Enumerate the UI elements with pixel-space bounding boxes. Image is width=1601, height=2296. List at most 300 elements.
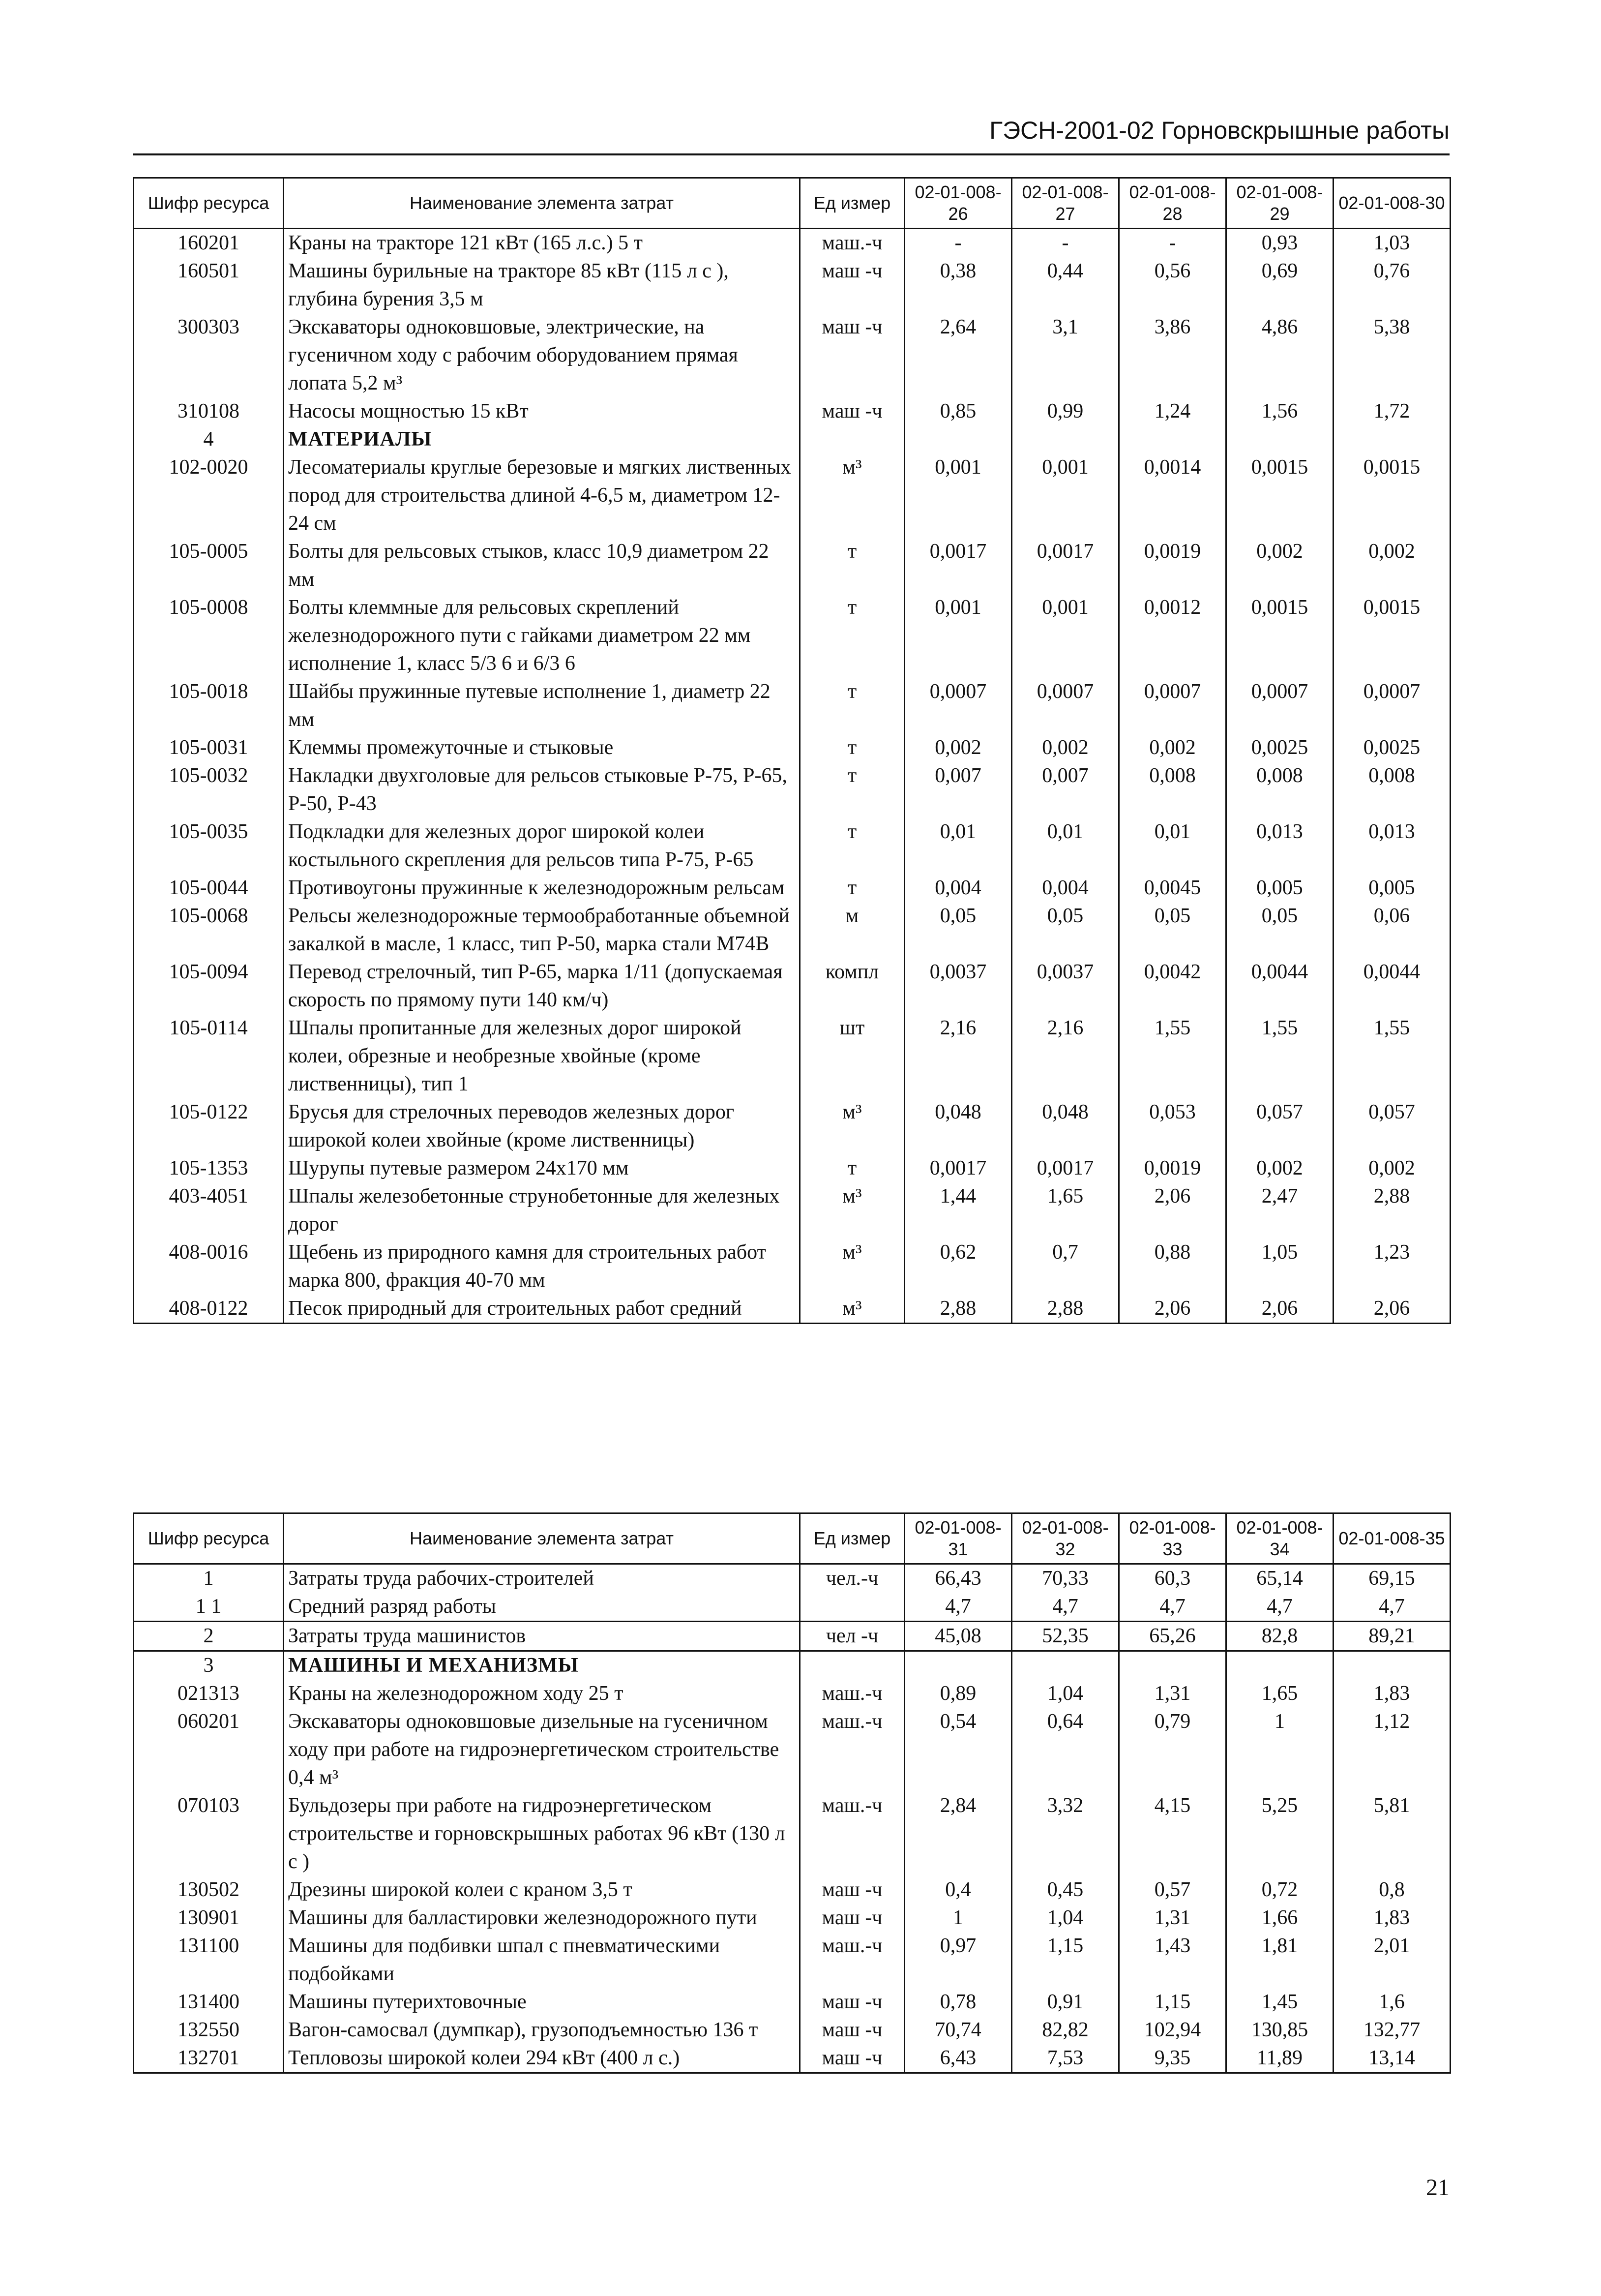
cost-element-name-cell: Шайбы пружинные путевые исполнение 1, диаметр 22 мм xyxy=(284,678,800,734)
value-cell: 0,05 xyxy=(1119,902,1226,958)
value-cell: 0,0017 xyxy=(1012,1154,1119,1182)
unit-cell: м³ xyxy=(800,453,905,538)
value-cell: 0,0017 xyxy=(905,538,1012,594)
unit-cell: маш -ч xyxy=(800,1876,905,1904)
resource-code-cell: 130901 xyxy=(134,1904,284,1932)
unit-cell: маш -ч xyxy=(800,2044,905,2073)
value-cell: 1 xyxy=(905,1904,1012,1932)
value-cell: 2,84 xyxy=(905,1792,1012,1876)
value-cell: 1,15 xyxy=(1012,1932,1119,1988)
value-cell: 89,21 xyxy=(1334,1622,1451,1651)
unit-cell: т xyxy=(800,594,905,678)
table-header-row xyxy=(134,1513,1451,1564)
table-row xyxy=(134,1295,1451,1324)
value-cell: 0,008 xyxy=(1226,762,1334,818)
resource-code-cell: 310108 xyxy=(134,397,284,425)
value-cell: 0,0007 xyxy=(1012,678,1119,734)
resource-code-cell: 105-0114 xyxy=(134,1014,284,1098)
value-cell: 0,001 xyxy=(1012,594,1119,678)
column-header: Ед измер xyxy=(800,1513,905,1564)
value-cell: 0,0025 xyxy=(1334,734,1451,762)
unit-cell xyxy=(800,1593,905,1622)
table-row xyxy=(134,1876,1451,1904)
value-cell: 2,06 xyxy=(1226,1295,1334,1324)
table-row xyxy=(134,1622,1451,1651)
value-cell: 0,44 xyxy=(1012,257,1119,313)
cost-element-name-cell: Бульдозеры при работе на гидроэнергетическом строительстве и горновскрышных работах 96 кВт (130 л с ) xyxy=(284,1792,800,1876)
value-cell: 1,04 xyxy=(1012,1680,1119,1708)
resource-code-cell: 3 xyxy=(134,1651,284,1680)
resource-code-cell: 160501 xyxy=(134,257,284,313)
value-cell: 0,0019 xyxy=(1119,1154,1226,1182)
column-header: 02-01-008-34 xyxy=(1226,1513,1334,1564)
value-cell: 2,88 xyxy=(1334,1182,1451,1239)
value-cell: 2,01 xyxy=(1334,1932,1451,1988)
value-cell: 0,001 xyxy=(1012,453,1119,538)
value-cell: 0,053 xyxy=(1119,1098,1226,1154)
resource-code-cell: 105-0032 xyxy=(134,762,284,818)
value-cell: 0,002 xyxy=(1226,538,1334,594)
table-row xyxy=(134,594,1451,678)
value-cell: 1 xyxy=(1226,1708,1334,1792)
cost-element-name-cell: Болты клеммные для рельсовых скреплений железнодорожного пути с гайками диаметром 22 мм исполнение 1, класс 5/3 6 и 6/3 6 xyxy=(284,594,800,678)
value-cell: 1,31 xyxy=(1119,1904,1226,1932)
resource-code-cell: 105-0018 xyxy=(134,678,284,734)
value-cell: 0,72 xyxy=(1226,1876,1334,1904)
value-cell: 4,7 xyxy=(905,1593,1012,1622)
value-cell: 0,89 xyxy=(905,1680,1012,1708)
resource-code-cell: 105-0005 xyxy=(134,538,284,594)
table-row xyxy=(134,1564,1451,1593)
column-header: 02-01-008-33 xyxy=(1119,1513,1226,1564)
value-cell: 0,0012 xyxy=(1119,594,1226,678)
cost-element-name-cell: Клеммы промежуточные и стыковые xyxy=(284,734,800,762)
column-header: Наименование элемента затрат xyxy=(284,178,800,229)
value-cell: 0,06 xyxy=(1334,902,1451,958)
value-cell: 0,048 xyxy=(905,1098,1012,1154)
value-cell: 1,81 xyxy=(1226,1932,1334,1988)
cost-element-name-cell: Песок природный для строительных работ средний xyxy=(284,1295,800,1324)
value-cell: 0,048 xyxy=(1012,1098,1119,1154)
cost-element-name-cell: Экскаваторы одноковшовые, электрические, на гусеничном ходу с рабочим оборудованием прямая лопата 5,2 м³ xyxy=(284,313,800,397)
value-cell: 2,06 xyxy=(1334,1295,1451,1324)
value-cell: 2,06 xyxy=(1119,1295,1226,1324)
value-cell: 0,78 xyxy=(905,1988,1012,2016)
value-cell: 65,14 xyxy=(1226,1564,1334,1593)
table-row xyxy=(134,1182,1451,1239)
value-cell: 0,002 xyxy=(905,734,1012,762)
table-row xyxy=(134,1904,1451,1932)
value-cell: 1,05 xyxy=(1226,1239,1334,1295)
cost-element-name-cell: Накладки двухголовые для рельсов стыковые Р-75, Р-65, Р-50, Р-43 xyxy=(284,762,800,818)
value-cell xyxy=(905,1651,1012,1680)
value-cell: 0,4 xyxy=(905,1876,1012,1904)
value-cell: 0,54 xyxy=(905,1708,1012,1792)
value-cell: 0,0015 xyxy=(1334,453,1451,538)
value-cell: 0,57 xyxy=(1119,1876,1226,1904)
value-cell: 82,8 xyxy=(1226,1622,1334,1651)
value-cell: 5,38 xyxy=(1334,313,1451,397)
value-cell xyxy=(1012,1651,1119,1680)
document-header: ГЭСН-2001-02 Горновскрышные работы xyxy=(989,117,1450,144)
value-cell: 4,7 xyxy=(1226,1593,1334,1622)
value-cell: 0,001 xyxy=(905,594,1012,678)
value-cell: 1,44 xyxy=(905,1182,1012,1239)
value-cell: 2,88 xyxy=(1012,1295,1119,1324)
value-cell: 0,0044 xyxy=(1334,958,1451,1014)
unit-cell: маш -ч xyxy=(800,313,905,397)
resource-code-cell: 105-0094 xyxy=(134,958,284,1014)
value-cell: 0,004 xyxy=(1012,874,1119,902)
value-cell: 132,77 xyxy=(1334,2016,1451,2044)
value-cell xyxy=(1012,425,1119,453)
table-row xyxy=(134,818,1451,874)
value-cell: 2,88 xyxy=(905,1295,1012,1324)
value-cell: 0,7 xyxy=(1012,1239,1119,1295)
unit-cell: маш -ч xyxy=(800,1988,905,2016)
column-header: 02-01-008-32 xyxy=(1012,1513,1119,1564)
value-cell: 3,32 xyxy=(1012,1792,1119,1876)
value-cell: 0,0015 xyxy=(1226,594,1334,678)
resource-code-cell: 2 xyxy=(134,1622,284,1651)
value-cell: 1,31 xyxy=(1119,1680,1226,1708)
value-cell: 0,99 xyxy=(1012,397,1119,425)
value-cell: 1,12 xyxy=(1334,1708,1451,1792)
table-row xyxy=(134,958,1451,1014)
table-row xyxy=(134,1792,1451,1876)
value-cell: 0,057 xyxy=(1226,1098,1334,1154)
unit-cell: м³ xyxy=(800,1182,905,1239)
table-row xyxy=(134,2016,1451,2044)
resource-code-cell: 105-0044 xyxy=(134,874,284,902)
value-cell: 0,013 xyxy=(1226,818,1334,874)
resource-code-cell: 408-0122 xyxy=(134,1295,284,1324)
value-cell: 4,7 xyxy=(1012,1593,1119,1622)
unit-cell: чел -ч xyxy=(800,1622,905,1651)
value-cell: 0,0019 xyxy=(1119,538,1226,594)
value-cell: 102,94 xyxy=(1119,2016,1226,2044)
value-cell: 1,72 xyxy=(1334,397,1451,425)
resource-code-cell: 131400 xyxy=(134,1988,284,2016)
cost-element-name-cell: Щебень из природного камня для строительных работ марка 800, фракция 40-70 мм xyxy=(284,1239,800,1295)
value-cell: 0,013 xyxy=(1334,818,1451,874)
unit-cell: т xyxy=(800,762,905,818)
table-row xyxy=(134,734,1451,762)
table-row xyxy=(134,1239,1451,1295)
value-cell: 1,23 xyxy=(1334,1239,1451,1295)
value-cell xyxy=(1226,425,1334,453)
value-cell: 0,05 xyxy=(1012,902,1119,958)
column-header: 02-01-008-29 xyxy=(1226,178,1334,229)
table-row xyxy=(134,397,1451,425)
value-cell: 7,53 xyxy=(1012,2044,1119,2073)
resource-code-cell: 4 xyxy=(134,425,284,453)
unit-cell: маш.-ч xyxy=(800,1708,905,1792)
value-cell: 1,83 xyxy=(1334,1904,1451,1932)
resource-code-cell: 130502 xyxy=(134,1876,284,1904)
value-cell: 6,43 xyxy=(905,2044,1012,2073)
unit-cell: маш.-ч xyxy=(800,1792,905,1876)
resource-code-cell: 105-1353 xyxy=(134,1154,284,1182)
column-header: 02-01-008-31 xyxy=(905,1513,1012,1564)
cost-element-name-cell: МАТЕРИАЛЫ xyxy=(284,425,800,453)
resource-code-cell: 102-0020 xyxy=(134,453,284,538)
value-cell: 0,0015 xyxy=(1334,594,1451,678)
column-header: 02-01-008-27 xyxy=(1012,178,1119,229)
unit-cell: маш.-ч xyxy=(800,1932,905,1988)
value-cell: 0,79 xyxy=(1119,1708,1226,1792)
resource-table-2 xyxy=(133,1512,1451,2074)
resource-code-cell: 132701 xyxy=(134,2044,284,2073)
value-cell: 1,55 xyxy=(1334,1014,1451,1098)
cost-element-name-cell: Средний разряд работы xyxy=(284,1593,800,1622)
resource-table-1 xyxy=(133,177,1451,1324)
value-cell: 1,55 xyxy=(1226,1014,1334,1098)
cost-element-name-cell: Машины бурильные на тракторе 85 кВт (115 л с ), глубина бурения 3,5 м xyxy=(284,257,800,313)
unit-cell: маш.-ч xyxy=(800,229,905,258)
resource-code-cell: 1 xyxy=(134,1564,284,1593)
cost-element-name-cell: Краны на тракторе 121 кВт (165 л.с.) 5 т xyxy=(284,229,800,258)
value-cell: 0,008 xyxy=(1119,762,1226,818)
value-cell: 0,01 xyxy=(1012,818,1119,874)
value-cell: 0,05 xyxy=(1226,902,1334,958)
cost-element-name-cell: Подкладки для железных дорог широкой колеи костыльного скрепления для рельсов типа Р-75, Р-65 xyxy=(284,818,800,874)
value-cell: 130,85 xyxy=(1226,2016,1334,2044)
value-cell: 1,04 xyxy=(1012,1904,1119,1932)
table-row xyxy=(134,453,1451,538)
value-cell: 0,0042 xyxy=(1119,958,1226,1014)
value-cell: 5,81 xyxy=(1334,1792,1451,1876)
resource-code-cell: 105-0035 xyxy=(134,818,284,874)
cost-element-name-cell: Шпалы железобетонные струнобетонные для железных дорог xyxy=(284,1182,800,1239)
cost-element-name-cell: Краны на железнодорожном ходу 25 т xyxy=(284,1680,800,1708)
unit-cell: маш -ч xyxy=(800,2016,905,2044)
value-cell: 0,8 xyxy=(1334,1876,1451,1904)
value-cell: 2,64 xyxy=(905,313,1012,397)
table-row xyxy=(134,874,1451,902)
unit-cell: м³ xyxy=(800,1295,905,1324)
table-row xyxy=(134,1593,1451,1622)
value-cell: 0,0037 xyxy=(1012,958,1119,1014)
value-cell: 70,74 xyxy=(905,2016,1012,2044)
value-cell: 0,0007 xyxy=(1334,678,1451,734)
value-cell: 0,004 xyxy=(905,874,1012,902)
value-cell: 0,007 xyxy=(905,762,1012,818)
cost-element-name-cell: Брусья для стрелочных переводов железных дорог широкой колеи хвойные (кроме лиственницы) xyxy=(284,1098,800,1154)
cost-element-name-cell: Рельсы железнодорожные термообработанные объемной закалкой в масле, 1 класс, тип Р-50, марка стали М74В xyxy=(284,902,800,958)
value-cell: 0,001 xyxy=(905,453,1012,538)
value-cell: 0,0007 xyxy=(1119,678,1226,734)
value-cell: 0,0045 xyxy=(1119,874,1226,902)
table-row xyxy=(134,902,1451,958)
resource-code-cell: 105-0008 xyxy=(134,594,284,678)
resource-code-cell: 021313 xyxy=(134,1680,284,1708)
value-cell xyxy=(1334,1651,1451,1680)
unit-cell: м³ xyxy=(800,1098,905,1154)
value-cell: 3,86 xyxy=(1119,313,1226,397)
section-row xyxy=(134,1651,1451,1680)
value-cell: 0,38 xyxy=(905,257,1012,313)
cost-element-name-cell: Экскаваторы одноковшовые дизельные на гусеничном ходу при работе на гидроэнергетическом строительстве 0,4 м³ xyxy=(284,1708,800,1792)
cost-element-name-cell: Затраты труда рабочих-строителей xyxy=(284,1564,800,1593)
value-cell: 1,56 xyxy=(1226,397,1334,425)
value-cell: 82,82 xyxy=(1012,2016,1119,2044)
value-cell: 0,76 xyxy=(1334,257,1451,313)
value-cell: 3,1 xyxy=(1012,313,1119,397)
value-cell: 0,01 xyxy=(905,818,1012,874)
value-cell: 4,15 xyxy=(1119,1792,1226,1876)
value-cell: 0,0015 xyxy=(1226,453,1334,538)
value-cell: 13,14 xyxy=(1334,2044,1451,2073)
cost-element-name-cell: Вагон-самосвал (думпкар), грузоподъемностью 136 т xyxy=(284,2016,800,2044)
resource-code-cell: 105-0122 xyxy=(134,1098,284,1154)
resource-code-cell: 1 1 xyxy=(134,1593,284,1622)
table-row xyxy=(134,1708,1451,1792)
resource-code-cell: 060201 xyxy=(134,1708,284,1792)
value-cell: 52,35 xyxy=(1012,1622,1119,1651)
value-cell: 9,35 xyxy=(1119,2044,1226,2073)
value-cell: 4,7 xyxy=(1334,1593,1451,1622)
column-header: Ед измер xyxy=(800,178,905,229)
unit-cell: м xyxy=(800,902,905,958)
page-number: 21 xyxy=(1426,2175,1450,2201)
value-cell: 0,0037 xyxy=(905,958,1012,1014)
value-cell: 2,06 xyxy=(1119,1182,1226,1239)
value-cell: 0,002 xyxy=(1334,538,1451,594)
resource-code-cell: 403-4051 xyxy=(134,1182,284,1239)
value-cell: 1,83 xyxy=(1334,1680,1451,1708)
value-cell: 5,25 xyxy=(1226,1792,1334,1876)
cost-element-name-cell: Насосы мощностью 15 кВт xyxy=(284,397,800,425)
unit-cell: т xyxy=(800,874,905,902)
cost-element-name-cell: Машины для балластировки железнодорожного пути xyxy=(284,1904,800,1932)
value-cell: 70,33 xyxy=(1012,1564,1119,1593)
column-header: 02-01-008-30 xyxy=(1334,178,1451,229)
table-header-row xyxy=(134,178,1451,229)
unit-cell: чел.-ч xyxy=(800,1564,905,1593)
value-cell: 0,0017 xyxy=(905,1154,1012,1182)
resource-code-cell: 300303 xyxy=(134,313,284,397)
unit-cell: т xyxy=(800,1154,905,1182)
unit-cell: маш -ч xyxy=(800,397,905,425)
value-cell: 11,89 xyxy=(1226,2044,1334,2073)
value-cell: 0,69 xyxy=(1226,257,1334,313)
cost-element-name-cell: Затраты труда машинистов xyxy=(284,1622,800,1651)
cost-element-name-cell: МАШИНЫ И МЕХАНИЗМЫ xyxy=(284,1651,800,1680)
value-cell: 4,86 xyxy=(1226,313,1334,397)
value-cell xyxy=(1119,1651,1226,1680)
value-cell: 60,3 xyxy=(1119,1564,1226,1593)
resource-code-cell: 160201 xyxy=(134,229,284,258)
cost-element-name-cell: Шпалы пропитанные для железных дорог широкой колеи, обрезные и необрезные хвойные (кроме лиственницы), тип 1 xyxy=(284,1014,800,1098)
value-cell: 0,002 xyxy=(1334,1154,1451,1182)
value-cell: 0,0017 xyxy=(1012,538,1119,594)
unit-cell: м³ xyxy=(800,1239,905,1295)
value-cell: - xyxy=(905,229,1012,258)
value-cell: 0,0025 xyxy=(1226,734,1334,762)
section-row xyxy=(134,425,1451,453)
table-row xyxy=(134,1988,1451,2016)
table-row xyxy=(134,1098,1451,1154)
value-cell: 1,24 xyxy=(1119,397,1226,425)
resource-code-cell: 131100 xyxy=(134,1932,284,1988)
column-header: 02-01-008-28 xyxy=(1119,178,1226,229)
unit-cell xyxy=(800,425,905,453)
value-cell: 0,005 xyxy=(1226,874,1334,902)
cost-element-name-cell: Дрезины широкой колеи с краном 3,5 т xyxy=(284,1876,800,1904)
value-cell: 1,6 xyxy=(1334,1988,1451,2016)
value-cell: 1,03 xyxy=(1334,229,1451,258)
column-header: Шифр ресурса xyxy=(134,178,284,229)
cost-element-name-cell: Болты для рельсовых стыков, класс 10,9 диаметром 22 мм xyxy=(284,538,800,594)
resource-code-cell: 070103 xyxy=(134,1792,284,1876)
table-row xyxy=(134,1154,1451,1182)
value-cell: 0,45 xyxy=(1012,1876,1119,1904)
value-cell: 0,002 xyxy=(1226,1154,1334,1182)
column-header: 02-01-008-26 xyxy=(905,178,1012,229)
unit-cell: маш -ч xyxy=(800,1904,905,1932)
cost-element-name-cell: Противоугоны пружинные к железнодорожным рельсам xyxy=(284,874,800,902)
unit-cell: т xyxy=(800,734,905,762)
value-cell: 2,47 xyxy=(1226,1182,1334,1239)
table-row xyxy=(134,678,1451,734)
unit-cell: т xyxy=(800,818,905,874)
value-cell: 0,005 xyxy=(1334,874,1451,902)
value-cell: 0,002 xyxy=(1119,734,1226,762)
table-row xyxy=(134,1014,1451,1098)
value-cell: 69,15 xyxy=(1334,1564,1451,1593)
value-cell: 0,62 xyxy=(905,1239,1012,1295)
value-cell: 0,008 xyxy=(1334,762,1451,818)
value-cell: 2,16 xyxy=(1012,1014,1119,1098)
value-cell xyxy=(1119,425,1226,453)
value-cell: 45,08 xyxy=(905,1622,1012,1651)
value-cell: 0,05 xyxy=(905,902,1012,958)
value-cell: 0,007 xyxy=(1012,762,1119,818)
value-cell xyxy=(905,425,1012,453)
resource-code-cell: 105-0031 xyxy=(134,734,284,762)
column-header: Наименование элемента затрат xyxy=(284,1513,800,1564)
value-cell: 66,43 xyxy=(905,1564,1012,1593)
table-row xyxy=(134,762,1451,818)
value-cell: 0,0007 xyxy=(905,678,1012,734)
value-cell: 0,01 xyxy=(1119,818,1226,874)
value-cell: 0,64 xyxy=(1012,1708,1119,1792)
value-cell: 0,057 xyxy=(1334,1098,1451,1154)
value-cell: 1,55 xyxy=(1119,1014,1226,1098)
value-cell: 1,45 xyxy=(1226,1988,1334,2016)
value-cell: 1,43 xyxy=(1119,1932,1226,1988)
table-row xyxy=(134,313,1451,397)
value-cell: 1,66 xyxy=(1226,1904,1334,1932)
value-cell: 1,65 xyxy=(1012,1182,1119,1239)
value-cell: 0,97 xyxy=(905,1932,1012,1988)
value-cell: 65,26 xyxy=(1119,1622,1226,1651)
resource-code-cell: 105-0068 xyxy=(134,902,284,958)
table-row xyxy=(134,257,1451,313)
unit-cell: компл xyxy=(800,958,905,1014)
value-cell: 0,0014 xyxy=(1119,453,1226,538)
value-cell xyxy=(1334,425,1451,453)
value-cell: 0,002 xyxy=(1012,734,1119,762)
value-cell: 0,88 xyxy=(1119,1239,1226,1295)
column-header: Шифр ресурса xyxy=(134,1513,284,1564)
cost-element-name-cell: Тепловозы широкой колеи 294 кВт (400 л с.) xyxy=(284,2044,800,2073)
value-cell: 0,85 xyxy=(905,397,1012,425)
table-row xyxy=(134,1680,1451,1708)
unit-cell: маш.-ч xyxy=(800,1680,905,1708)
table-row xyxy=(134,229,1451,258)
